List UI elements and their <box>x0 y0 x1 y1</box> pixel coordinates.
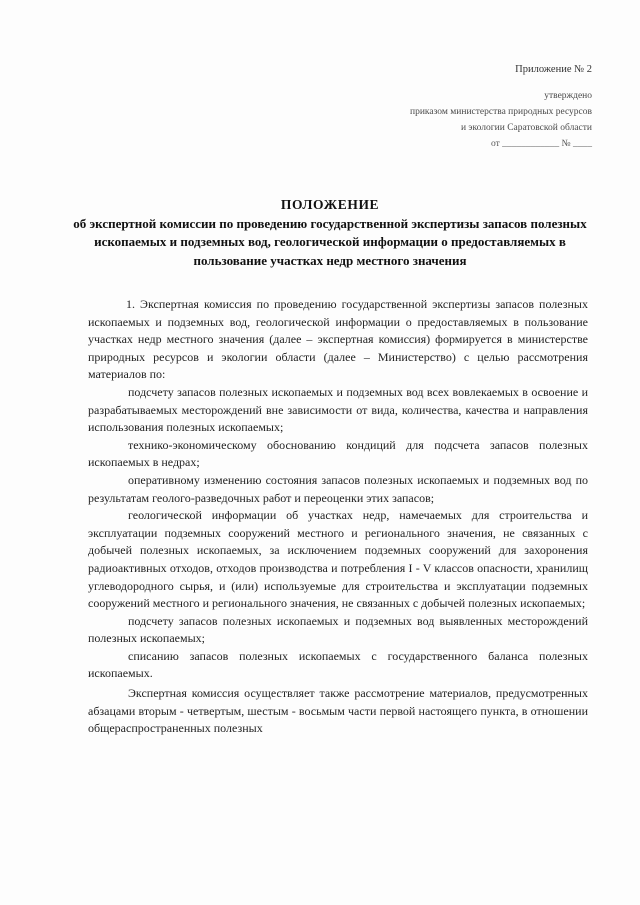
paragraph-4: оперативному изменению состояния запасов полезных ископаемых и подземных вод по результатам геолого-разведочных работ и переоценки этих запасов; <box>88 472 588 505</box>
paragraph-5: геологической информации об участках недр, намечаемых для строительства и эксплуатации подземных сооружений местного и регионального значения, не связанных с добычей полезных ископаемых, за исключением подземных сооружений для захоронения радиоактивных отходов, отходов производства и потребления I - V классов опасности, хранилищ углеводородного сырья, и (или) используемые для строительства и эксплуатации подземных сооружений местного и регионального значения, не связанных с добычей полезных ископаемых; <box>88 508 588 611</box>
document-heading <box>70 196 590 270</box>
approval-order-line: приказом министерства природных ресурсов <box>410 107 592 117</box>
document-title: ПОЛОЖЕНИЕ <box>280 197 380 212</box>
document-subtitle: об экспертной комиссии по проведению государственной экспертизы запасов полезных ископаемых и подземных вод, геологической информации о предоставляемых в пользование участках недр местного значения <box>73 215 587 268</box>
approval-stamp <box>292 62 592 152</box>
paragraph-3: технико-экономическому обоснованию кондиций для подсчета запасов полезных ископаемых в недрах; <box>88 437 588 470</box>
paragraph-1: 1. Экспертная комиссия по проведению государственной экспертизы запасов полезных ископаемых и подземных вод, геологической информации о предоставляемых в пользование участках недр местного значения (далее – экспертная комиссия) формируется в министерстве природных ресурсов и экологии области (далее – Министерство) с целью рассмотрения материалов по: <box>88 297 588 382</box>
paragraph-6: подсчету запасов полезных ископаемых и подземных вод выявленных месторождений полезных ископаемых; <box>88 613 588 646</box>
paragraph-7: списанию запасов полезных ископаемых с государственного баланса полезных ископаемых. <box>88 648 588 681</box>
approval-date-line: от ____________ № ____ <box>491 139 592 149</box>
paragraph-8: Экспертная комиссия осуществляет также рассмотрение материалов, предусмотренных абзацами вторым - четвертым, шестым - восьмым части первой настоящего пункта, в отношении общераспространенных полезных <box>88 686 588 736</box>
paragraph-2: подсчету запасов полезных ископаемых и подземных вод всех вовлекаемых в освоение и разрабатываемых месторождений вне зависимости от вида, количества, качества и направления использования полезных ископаемых; <box>88 384 588 435</box>
annex-number: Приложение № 2 <box>515 64 592 75</box>
document-body <box>88 296 588 738</box>
approval-ministry-line: и экологии Саратовской области <box>460 123 592 133</box>
approved-label: утверждено <box>544 91 592 101</box>
